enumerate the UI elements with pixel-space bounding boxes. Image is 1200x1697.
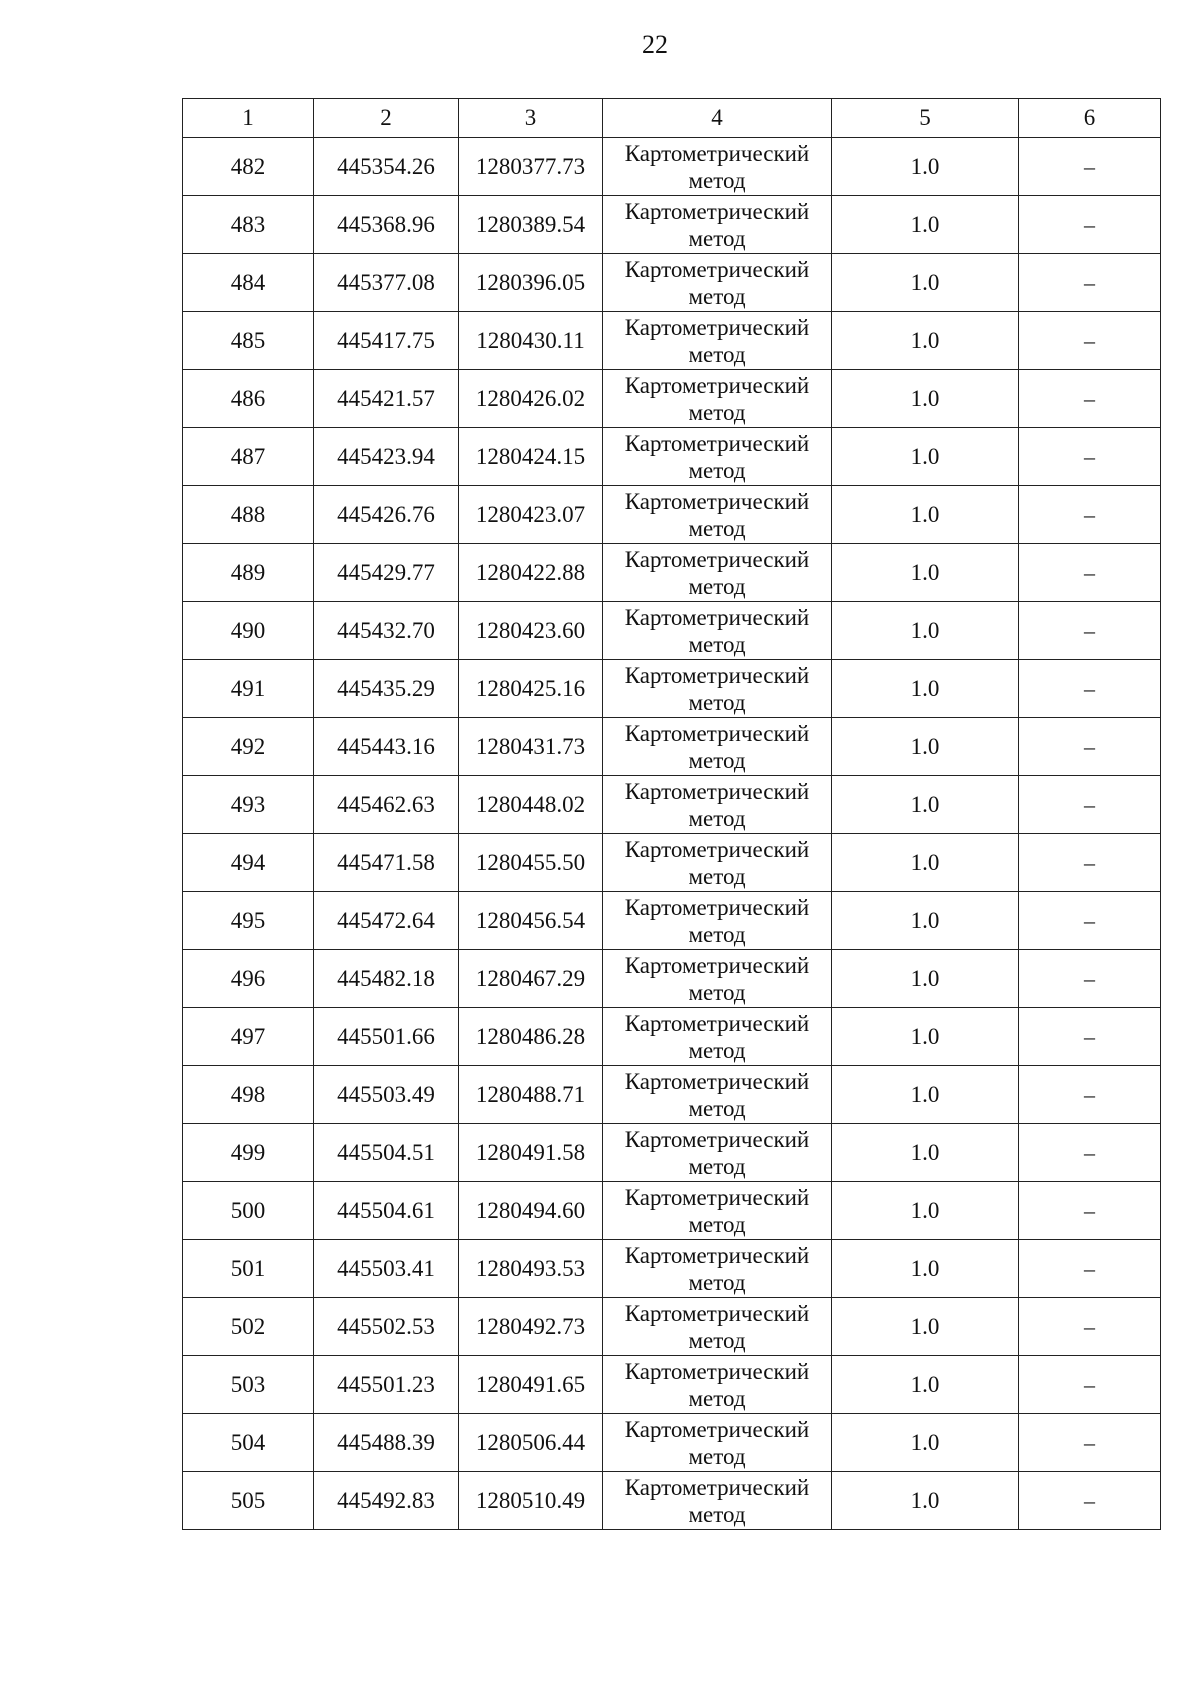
- table-row: [183, 138, 1161, 196]
- note-cell: –: [1019, 196, 1161, 254]
- accuracy-cell: 1.0: [832, 1472, 1019, 1530]
- y-coordinate-cell: 1280430.11: [459, 312, 603, 370]
- table-row: [183, 1472, 1161, 1530]
- method-line-2: метод: [688, 225, 746, 251]
- column-header: 4: [603, 99, 832, 138]
- method-line-1: Картометрический: [624, 1184, 810, 1210]
- point-number-cell: 501: [183, 1240, 314, 1298]
- x-coordinate-cell: 445443.16: [314, 718, 459, 776]
- method-cell: [603, 370, 832, 428]
- table-row: [183, 1298, 1161, 1356]
- table-row: [183, 312, 1161, 370]
- table-row: [183, 660, 1161, 718]
- x-coordinate-cell: 445482.18: [314, 950, 459, 1008]
- x-coordinate-cell: 445417.75: [314, 312, 459, 370]
- method-cell: [603, 1356, 832, 1414]
- method-line-1: Картометрический: [624, 1474, 810, 1500]
- method-line-2: метод: [688, 1269, 746, 1295]
- point-number-cell: 495: [183, 892, 314, 950]
- table-row: [183, 196, 1161, 254]
- method-cell: [603, 1414, 832, 1472]
- table-header-row: [183, 99, 1161, 138]
- y-coordinate-cell: 1280424.15: [459, 428, 603, 486]
- accuracy-cell: 1.0: [832, 1182, 1019, 1240]
- method-cell: [603, 892, 832, 950]
- table-row: [183, 428, 1161, 486]
- note-cell: –: [1019, 950, 1161, 1008]
- method-cell: [603, 138, 832, 196]
- method-line-1: Картометрический: [624, 1126, 810, 1152]
- y-coordinate-cell: 1280493.53: [459, 1240, 603, 1298]
- accuracy-cell: 1.0: [832, 602, 1019, 660]
- method-line-2: метод: [688, 1443, 746, 1469]
- x-coordinate-cell: 445492.83: [314, 1472, 459, 1530]
- accuracy-cell: 1.0: [832, 660, 1019, 718]
- method-line-1: Картометрический: [624, 1010, 810, 1036]
- x-coordinate-cell: 445435.29: [314, 660, 459, 718]
- accuracy-cell: 1.0: [832, 1008, 1019, 1066]
- table-row: [183, 834, 1161, 892]
- point-number-cell: 498: [183, 1066, 314, 1124]
- method-line-1: Картометрический: [624, 1358, 810, 1384]
- point-number-cell: 494: [183, 834, 314, 892]
- method-line-2: метод: [688, 1153, 746, 1179]
- accuracy-cell: 1.0: [832, 196, 1019, 254]
- method-line-2: метод: [688, 689, 746, 715]
- note-cell: –: [1019, 312, 1161, 370]
- x-coordinate-cell: 445503.49: [314, 1066, 459, 1124]
- x-coordinate-cell: 445432.70: [314, 602, 459, 660]
- method-cell: [603, 776, 832, 834]
- x-coordinate-cell: 445472.64: [314, 892, 459, 950]
- page-number: 22: [642, 30, 668, 59]
- y-coordinate-cell: 1280488.71: [459, 1066, 603, 1124]
- coordinates-table: [182, 98, 1161, 1530]
- point-number-cell: 493: [183, 776, 314, 834]
- accuracy-cell: 1.0: [832, 1356, 1019, 1414]
- accuracy-cell: 1.0: [832, 486, 1019, 544]
- table-row: [183, 370, 1161, 428]
- method-line-2: метод: [688, 341, 746, 367]
- method-cell: [603, 602, 832, 660]
- method-line-1: Картометрический: [624, 1416, 810, 1442]
- table-row: [183, 1182, 1161, 1240]
- accuracy-cell: 1.0: [832, 1240, 1019, 1298]
- x-coordinate-cell: 445488.39: [314, 1414, 459, 1472]
- point-number-cell: 499: [183, 1124, 314, 1182]
- y-coordinate-cell: 1280456.54: [459, 892, 603, 950]
- y-coordinate-cell: 1280377.73: [459, 138, 603, 196]
- note-cell: –: [1019, 1414, 1161, 1472]
- method-cell: [603, 428, 832, 486]
- method-line-2: метод: [688, 515, 746, 541]
- method-line-1: Картометрический: [624, 546, 810, 572]
- accuracy-cell: 1.0: [832, 370, 1019, 428]
- y-coordinate-cell: 1280491.65: [459, 1356, 603, 1414]
- method-line-1: Картометрический: [624, 1300, 810, 1326]
- accuracy-cell: 1.0: [832, 254, 1019, 312]
- method-line-2: метод: [688, 631, 746, 657]
- table-row: [183, 602, 1161, 660]
- method-line-1: Картометрический: [624, 720, 810, 746]
- point-number-cell: 488: [183, 486, 314, 544]
- accuracy-cell: 1.0: [832, 1298, 1019, 1356]
- note-cell: –: [1019, 776, 1161, 834]
- method-line-2: метод: [688, 805, 746, 831]
- point-number-cell: 483: [183, 196, 314, 254]
- note-cell: –: [1019, 1066, 1161, 1124]
- column-header: 1: [183, 99, 314, 138]
- accuracy-cell: 1.0: [832, 1066, 1019, 1124]
- method-line-1: Картометрический: [624, 894, 810, 920]
- point-number-cell: 505: [183, 1472, 314, 1530]
- y-coordinate-cell: 1280389.54: [459, 196, 603, 254]
- method-cell: [603, 486, 832, 544]
- x-coordinate-cell: 445421.57: [314, 370, 459, 428]
- method-line-1: Картометрический: [624, 256, 810, 282]
- table-row: [183, 1124, 1161, 1182]
- method-line-1: Картометрический: [624, 488, 810, 514]
- note-cell: –: [1019, 254, 1161, 312]
- x-coordinate-cell: 445426.76: [314, 486, 459, 544]
- y-coordinate-cell: 1280467.29: [459, 950, 603, 1008]
- point-number-cell: 484: [183, 254, 314, 312]
- method-cell: [603, 254, 832, 312]
- y-coordinate-cell: 1280455.50: [459, 834, 603, 892]
- note-cell: –: [1019, 138, 1161, 196]
- method-cell: [603, 196, 832, 254]
- method-line-2: метод: [688, 457, 746, 483]
- method-line-1: Картометрический: [624, 836, 810, 862]
- accuracy-cell: 1.0: [832, 1414, 1019, 1472]
- y-coordinate-cell: 1280396.05: [459, 254, 603, 312]
- x-coordinate-cell: 445503.41: [314, 1240, 459, 1298]
- y-coordinate-cell: 1280422.88: [459, 544, 603, 602]
- accuracy-cell: 1.0: [832, 1124, 1019, 1182]
- table-row: [183, 544, 1161, 602]
- method-line-1: Картометрический: [624, 1242, 810, 1268]
- method-cell: [603, 950, 832, 1008]
- method-line-2: метод: [688, 1327, 746, 1353]
- note-cell: –: [1019, 428, 1161, 486]
- note-cell: –: [1019, 486, 1161, 544]
- method-line-1: Картометрический: [624, 198, 810, 224]
- method-line-2: метод: [688, 921, 746, 947]
- point-number-cell: 500: [183, 1182, 314, 1240]
- table-row: [183, 1414, 1161, 1472]
- table-row: [183, 950, 1161, 1008]
- method-cell: [603, 1240, 832, 1298]
- point-number-cell: 487: [183, 428, 314, 486]
- method-cell: [603, 312, 832, 370]
- y-coordinate-cell: 1280510.49: [459, 1472, 603, 1530]
- x-coordinate-cell: 445502.53: [314, 1298, 459, 1356]
- x-coordinate-cell: 445501.23: [314, 1356, 459, 1414]
- column-header: 3: [459, 99, 603, 138]
- method-cell: [603, 544, 832, 602]
- method-line-1: Картометрический: [624, 662, 810, 688]
- column-header: 5: [832, 99, 1019, 138]
- table-row: [183, 1008, 1161, 1066]
- y-coordinate-cell: 1280492.73: [459, 1298, 603, 1356]
- note-cell: –: [1019, 1298, 1161, 1356]
- table-row: [183, 718, 1161, 776]
- method-line-1: Картометрический: [624, 372, 810, 398]
- method-line-2: метод: [688, 1037, 746, 1063]
- x-coordinate-cell: 445462.63: [314, 776, 459, 834]
- y-coordinate-cell: 1280425.16: [459, 660, 603, 718]
- note-cell: –: [1019, 834, 1161, 892]
- y-coordinate-cell: 1280423.07: [459, 486, 603, 544]
- note-cell: –: [1019, 1008, 1161, 1066]
- method-line-2: метод: [688, 747, 746, 773]
- note-cell: –: [1019, 718, 1161, 776]
- x-coordinate-cell: 445377.08: [314, 254, 459, 312]
- accuracy-cell: 1.0: [832, 544, 1019, 602]
- method-line-2: метод: [688, 1501, 746, 1527]
- point-number-cell: 486: [183, 370, 314, 428]
- x-coordinate-cell: 445501.66: [314, 1008, 459, 1066]
- x-coordinate-cell: 445354.26: [314, 138, 459, 196]
- y-coordinate-cell: 1280494.60: [459, 1182, 603, 1240]
- method-line-1: Картометрический: [624, 1068, 810, 1094]
- accuracy-cell: 1.0: [832, 312, 1019, 370]
- table-row: [183, 1066, 1161, 1124]
- method-line-2: метод: [688, 1095, 746, 1121]
- table-row: [183, 776, 1161, 834]
- accuracy-cell: 1.0: [832, 138, 1019, 196]
- accuracy-cell: 1.0: [832, 834, 1019, 892]
- y-coordinate-cell: 1280426.02: [459, 370, 603, 428]
- table-row: [183, 486, 1161, 544]
- method-cell: [603, 834, 832, 892]
- method-line-1: Картометрический: [624, 314, 810, 340]
- point-number-cell: 485: [183, 312, 314, 370]
- method-cell: [603, 1298, 832, 1356]
- method-line-2: метод: [688, 1211, 746, 1237]
- y-coordinate-cell: 1280448.02: [459, 776, 603, 834]
- method-line-1: Картометрический: [624, 430, 810, 456]
- column-header: 2: [314, 99, 459, 138]
- accuracy-cell: 1.0: [832, 428, 1019, 486]
- method-cell: [603, 1008, 832, 1066]
- point-number-cell: 490: [183, 602, 314, 660]
- x-coordinate-cell: 445504.61: [314, 1182, 459, 1240]
- point-number-cell: 503: [183, 1356, 314, 1414]
- point-number-cell: 504: [183, 1414, 314, 1472]
- method-line-2: метод: [688, 167, 746, 193]
- x-coordinate-cell: 445429.77: [314, 544, 459, 602]
- note-cell: –: [1019, 892, 1161, 950]
- method-line-1: Картометрический: [624, 140, 810, 166]
- x-coordinate-cell: 445504.51: [314, 1124, 459, 1182]
- method-line-2: метод: [688, 1385, 746, 1411]
- x-coordinate-cell: 445471.58: [314, 834, 459, 892]
- y-coordinate-cell: 1280423.60: [459, 602, 603, 660]
- y-coordinate-cell: 1280431.73: [459, 718, 603, 776]
- note-cell: –: [1019, 1356, 1161, 1414]
- accuracy-cell: 1.0: [832, 892, 1019, 950]
- method-line-1: Картометрический: [624, 604, 810, 630]
- method-line-1: Картометрический: [624, 952, 810, 978]
- table-row: [183, 254, 1161, 312]
- y-coordinate-cell: 1280506.44: [459, 1414, 603, 1472]
- point-number-cell: 482: [183, 138, 314, 196]
- note-cell: –: [1019, 660, 1161, 718]
- method-cell: [603, 1472, 832, 1530]
- table-row: [183, 892, 1161, 950]
- method-cell: [603, 660, 832, 718]
- note-cell: –: [1019, 370, 1161, 428]
- point-number-cell: 489: [183, 544, 314, 602]
- accuracy-cell: 1.0: [832, 718, 1019, 776]
- point-number-cell: 496: [183, 950, 314, 1008]
- method-line-2: метод: [688, 863, 746, 889]
- method-line-2: метод: [688, 979, 746, 1005]
- y-coordinate-cell: 1280486.28: [459, 1008, 603, 1066]
- method-cell: [603, 1182, 832, 1240]
- point-number-cell: 492: [183, 718, 314, 776]
- point-number-cell: 497: [183, 1008, 314, 1066]
- method-line-2: метод: [688, 399, 746, 425]
- table-body: [183, 138, 1161, 1530]
- y-coordinate-cell: 1280491.58: [459, 1124, 603, 1182]
- point-number-cell: 502: [183, 1298, 314, 1356]
- x-coordinate-cell: 445368.96: [314, 196, 459, 254]
- note-cell: –: [1019, 544, 1161, 602]
- column-header: 6: [1019, 99, 1161, 138]
- table-row: [183, 1356, 1161, 1414]
- x-coordinate-cell: 445423.94: [314, 428, 459, 486]
- note-cell: –: [1019, 1472, 1161, 1530]
- method-line-2: метод: [688, 573, 746, 599]
- point-number-cell: 491: [183, 660, 314, 718]
- method-cell: [603, 1124, 832, 1182]
- method-cell: [603, 1066, 832, 1124]
- method-cell: [603, 718, 832, 776]
- note-cell: –: [1019, 1240, 1161, 1298]
- table-row: [183, 1240, 1161, 1298]
- note-cell: –: [1019, 1182, 1161, 1240]
- accuracy-cell: 1.0: [832, 776, 1019, 834]
- method-line-2: метод: [688, 283, 746, 309]
- note-cell: –: [1019, 1124, 1161, 1182]
- note-cell: –: [1019, 602, 1161, 660]
- method-line-1: Картометрический: [624, 778, 810, 804]
- accuracy-cell: 1.0: [832, 950, 1019, 1008]
